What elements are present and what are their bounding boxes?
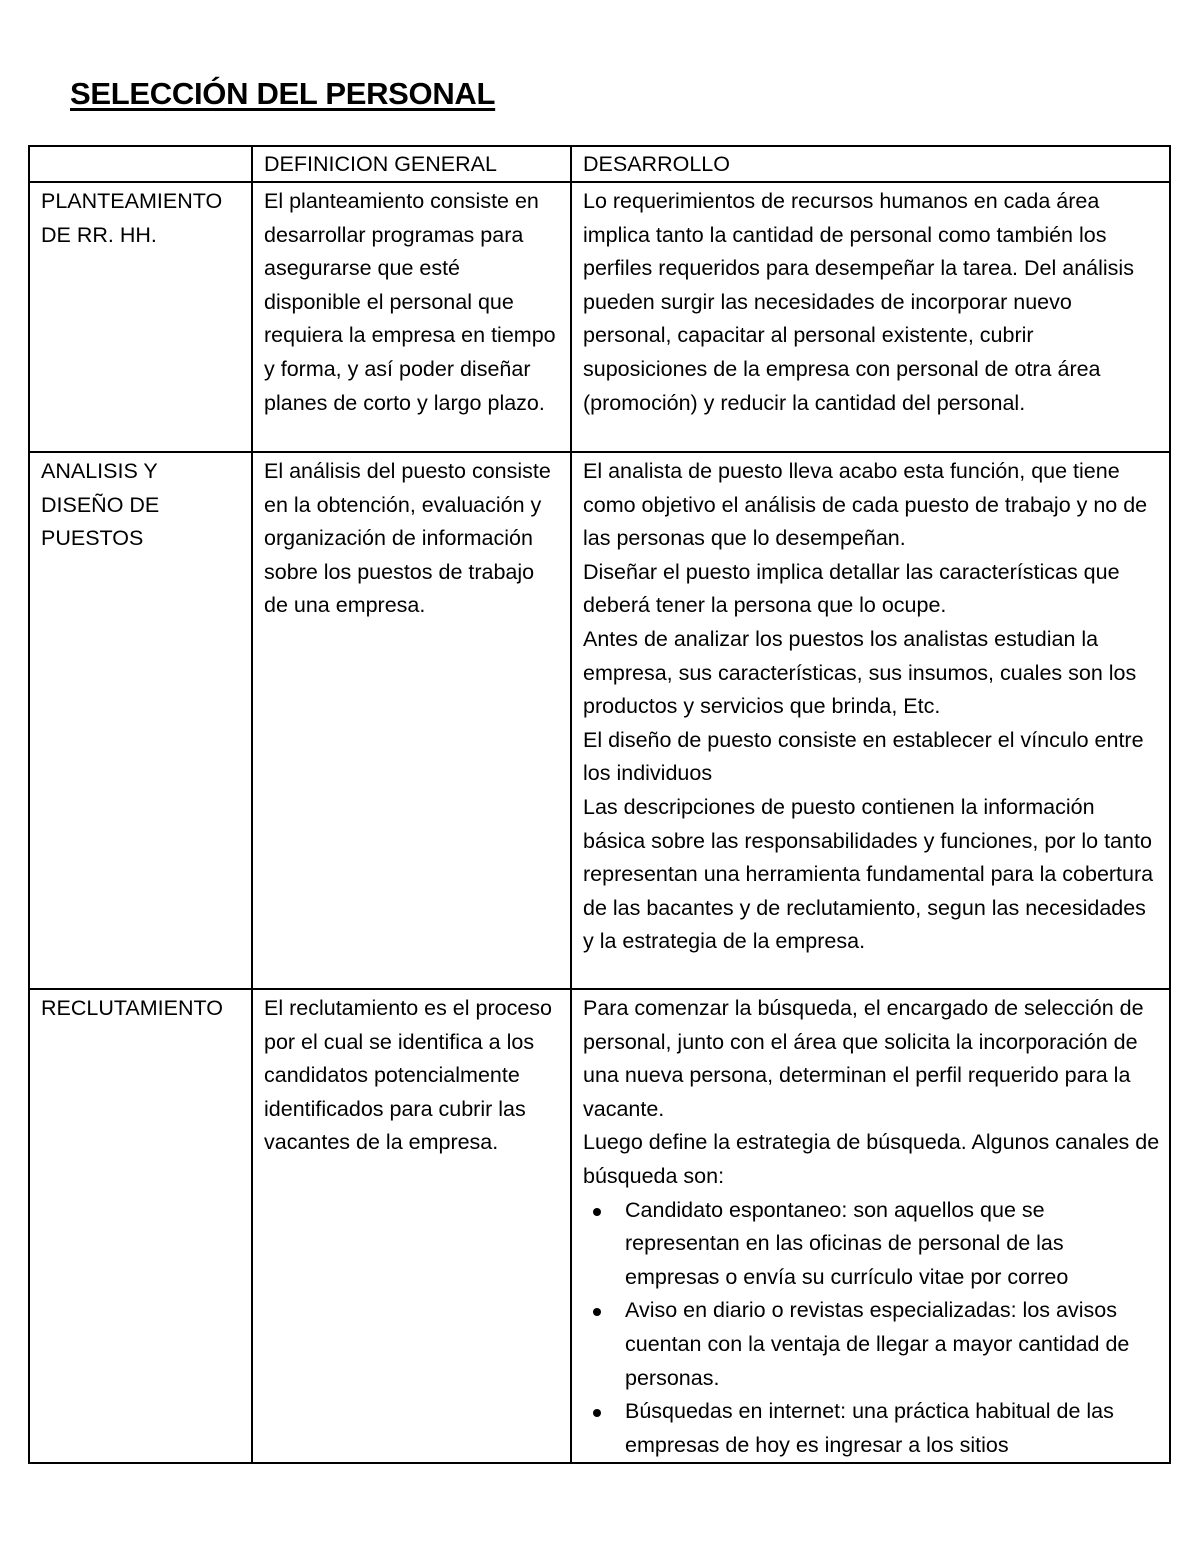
bullet-list (583, 1194, 1160, 1463)
row-label-analisis: ANALISIS Y DISEÑO DE PUESTOS (29, 452, 252, 989)
table-header-row (29, 146, 1170, 182)
bullet-item: Búsquedas en internet: una práctica habitual de las empresas de hoy es ingresar a los sitios (625, 1395, 1160, 1462)
desarrollo-paragraph: El diseño de puesto consiste en establecer el vínculo entre los individuos (583, 727, 1144, 786)
bullet-item: Candidato espontaneo: son aquellos que se representan en las oficinas de personal de las empresas o envía su currículo vitae por correo (625, 1194, 1160, 1295)
desarrollo-analisis (571, 452, 1170, 989)
desarrollo-reclutamiento (571, 989, 1170, 1463)
definicion-analisis: El análisis del puesto consiste en la obtención, evaluación y organización de información sobre los puestos de trabajo de una empresa. (252, 452, 571, 989)
header-cell-empty (29, 146, 252, 182)
desarrollo-planteamiento (571, 182, 1170, 452)
page-title: SELECCIÓN DEL PERSONAL (70, 76, 496, 111)
header-cell-definicion: DEFINICION GENERAL (252, 146, 571, 182)
table-row-analisis (29, 452, 1170, 989)
desarrollo-paragraph: Para comenzar la búsqueda, el encargado de selección de personal, junto con el área que solicita la incorporación de una nueva persona, determinan el perfil requerido para la vacante. (583, 996, 1144, 1121)
selection-table (28, 145, 1171, 1464)
desarrollo-paragraph: El analista de puesto lleva acabo esta función, que tiene como objetivo el análisis de cada puesto de trabajo y no de las personas que lo desempeñan. (583, 459, 1148, 551)
desarrollo-paragraph: Las descripciones de puesto contienen la información básica sobre las responsabilidades y funciones, por lo tanto representan una herramienta fundamental para la cobertura de las bacantes y de reclutamiento, segun las necesidades y la estrategia de la empresa. (583, 794, 1154, 954)
header-cell-desarrollo: DESARROLLO (571, 146, 1170, 182)
table-row-reclutamiento (29, 989, 1170, 1463)
desarrollo-paragraph: Luego define la estrategia de búsqueda. Algunos canales de búsqueda son: (583, 1130, 1160, 1188)
table-row-planteamiento (29, 182, 1170, 452)
definicion-planteamiento: El planteamiento consiste en desarrollar programas para asegurarse que esté disponible el personal que requiera la empresa en tiempo y forma, y así poder diseñar planes de corto y largo plazo. (252, 182, 571, 452)
row-label-reclutamiento: RECLUTAMIENTO (29, 989, 252, 1463)
desarrollo-paragraph: Lo requerimientos de recursos humanos en cada área implica tanto la cantidad de personal como también los perfiles requeridos para desempeñar la tarea. Del análisis pueden surgir las necesidades de incorporar nuevo personal, capacitar al personal existente, cubrir suposiciones de la empresa con personal de otra área (promoción) y reducir la cantidad del personal. (583, 189, 1134, 415)
desarrollo-paragraph: Antes de analizar los puestos los analistas estudian la empresa, sus características, sus insumos, cuales son los productos y servicios que brinda, Etc. (583, 626, 1137, 719)
row-label-planteamiento: PLANTEAMIENTO DE RR. HH. (29, 182, 252, 452)
definicion-reclutamiento: El reclutamiento es el proceso por el cual se identifica a los candidatos potencialmente identificados para cubrir las vacantes de la empresa. (252, 989, 571, 1463)
bullet-item: Aviso en diario o revistas especializadas: los avisos cuentan con la ventaja de llegar a mayor cantidad de personas. (625, 1294, 1160, 1395)
desarrollo-paragraph: Diseñar el puesto implica detallar las características que deberá tener la persona que lo ocupe. (583, 559, 1120, 618)
